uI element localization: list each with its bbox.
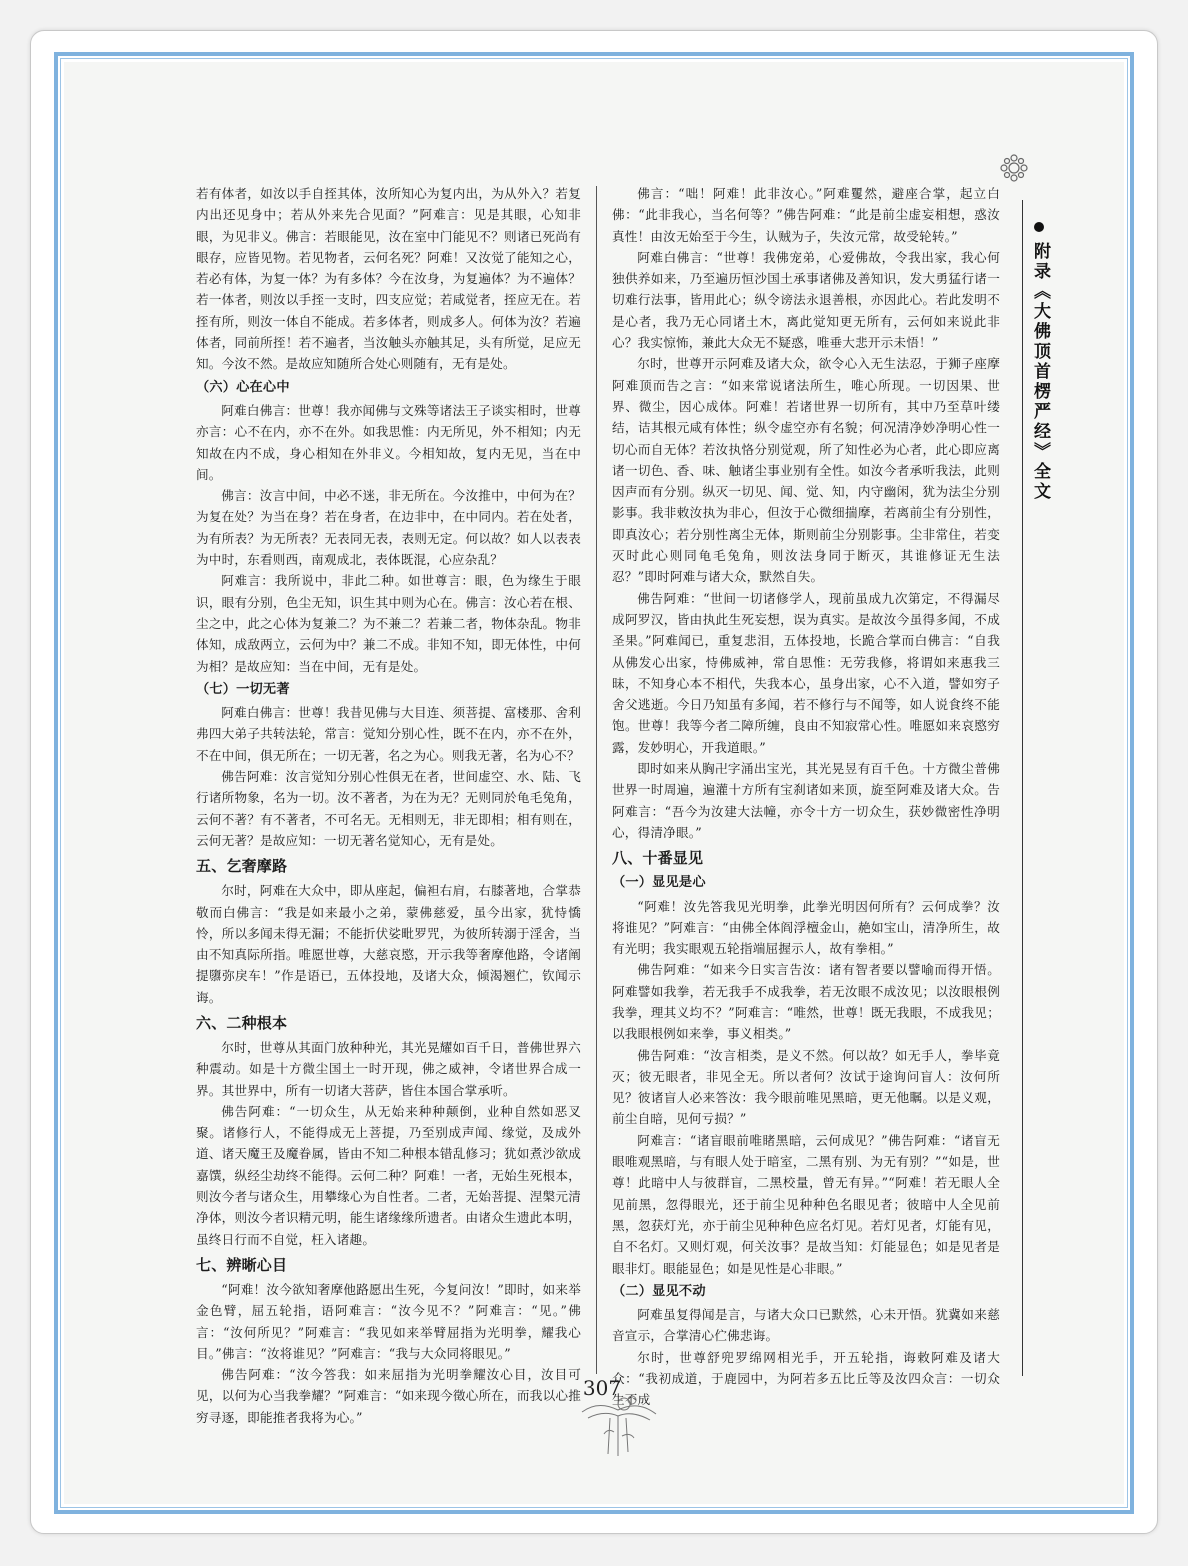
paragraph: 即时如来从胸卍字涌出宝光，其光晃昱有百千色。十方微尘普佛世界一时周遍，遍灌十方所有宝刹诸如来顶，旋至阿难及诸大众。告阿难言：“吾今为汝建大法幢，亦令十方一切众生，获妙微密性净明心，得清净眼。” [612,761,1000,840]
paragraph: 阿难白佛言：世尊！我亦闻佛与文殊等诸法王子谈实相时，世尊亦言：心不在内，亦不在外。如我思惟：内无所见，外不相知；内无知故在内不成，身心相知在外非义。今相知故，复内无见，当在中间。 [196,402,581,482]
side-section-label: 附录《大佛顶首楞严经》全文 [1030,242,1050,502]
paragraph: 若有体者，如汝以手自挃其体，汝所知心为复内出，为从外入？若复内出还见身中；若从外来先合见面？”阿难言：见是其眼，心知非眼，为见非义。佛言：若眼能见，汝在室中门能见不？则诸已死尚有眼存，应皆见物。若见物者，云何名死？阿难！又汝觉了能知之心，若必有体，为复一体？为有多体？今在汝身，为复遍体？为不遍体？若一体者，则汝以手挃一支时，四支应觉；若咸觉者，挃应无在。若挃有所，则汝一体自不能成。若多体者，则成多人。何体为汝？若遍体者，同前所挃！若不遍者，当汝触头亦触其足，头有所觉，足应无知。今汝不然。是故应知随所合处心则随有，无有是处。 [196,186,581,372]
paragraph: 佛告阿难：汝言觉知分别心性俱无在者，世间虚空、水、陆、飞行诸所物象，名为一切。汝不著者，为在为无？无则同於龟毛兔角，云何不著？有不著者，不可名无。无相则无，非无即相；相有则在，云何无著？是故应知：一切无著名觉知心，无有是处。 [196,769,581,848]
left-text-column [196,183,581,1428]
paragraph: 阿难言：我所说中，非此二种。如世尊言：眼，色为缘生于眼识，眼有分别，色尘无知，识生其中则为心在。佛言：汝心若在根、尘之中，此之心体为复兼二？为不兼二？若兼二者，物体杂乱。物非体知，成敌两立，云何为中？兼二不成。非知不知，即无体性，中何为相？是故应知：当在中间，无有是处。 [196,573,581,674]
paragraph: 佛告阿难：“一切众生，从无始来种种颠倒，业种自然如恶叉聚。诸修行人，不能得成无上菩提，乃至别成声闻、缘觉，及成外道、诸天魔王及魔眷属，皆由不知二种根本错乱修习；犹如煮沙欲成嘉馔，纵经尘劫终不能得。云何二种？阿难！一者，无始生死根本，则汝今者与诸众生，用攀缘心为自性者。二者，无始菩提、涅槃元清净体，则汝今者识精元明，能生诸缘缘所遗者。由诸众生遗此本明，虽终日行而不自觉，枉入诸趣。 [196,1103,581,1247]
flower-vase-ornament-icon [578,1392,660,1458]
column-divider [596,186,597,1374]
subsection-heading: （一）显见是心 [612,875,706,891]
paragraph: “阿难！汝今欲知奢摩他路愿出生死，今复问汝！”即时，如来举金色臂，屈五轮指，语阿难言：“汝今见不？”阿难言：“见。”佛言：“汝何所见？”阿难言：“我见如来举臂屈指为光明拳，耀我心目。”佛言：“汝将谁见？”阿难言：“我与大众同将眼见。” [196,1281,581,1361]
right-text-column [612,183,1000,1411]
page-number: 307 [582,1376,622,1400]
paragraph: 佛言：“咄！阿难！此非汝心。”阿难矍然，避座合掌，起立白佛：“此非我心，当名何等？”佛告阿难：“此是前尘虚妄相想，惑汝真性！由汝无始至于今生，认贼为子，失汝元常，故受轮转。” [612,186,1000,244]
subsection-heading: （二）显见不动 [612,1283,706,1299]
side-rail-line [1022,200,1023,1376]
paragraph: 佛告阿难：“汝今答我：如来屈指为光明拳耀汝心目，汝目可见，以何为心当我拳耀？”阿难言：“如来现今徵心所在，而我以心推穷寻逐，即能推者我将为心。” [196,1367,581,1425]
paragraph: 尔时，世尊从其面门放种种光，其光晃耀如百千日，普佛世界六种震动。如是十方微尘国土一时开现，佛之威神，令诸世界合成一界。其世界中，所有一切诸大菩萨，皆住本国合掌承听。 [196,1039,581,1098]
paragraph: 佛言：汝言中间，中必不迷，非无所在。今汝推中，中何为在？为复在处？为当在身？若在身者，在边非中，在中同内。若在处者，为有所表？为无所表？无表同无表，表则无定。何以故？如人以表表为中时，东看则西，南观成北，表体既混，心应杂乱？ [196,488,581,568]
paragraph: 阿难虽复得闻是言，与诸大众口已默然，心未开悟。犹冀如来慈音宣示，合掌清心伫佛悲诲。 [612,1307,1000,1344]
paragraph: 尔时，世尊开示阿难及诸大众，欲令心入无生法忍，于狮子座摩阿难顶而告之言：“如来常说诸法所生，唯心所现。一切因果、世界、微尘，因心成体。阿难！若诸世界一切所有，其中乃至草叶缕结，诘其根元咸有体性；纵令虚空亦有名貌；何况清净妙净明心性一切心而自无体？若汝执恪分别觉观，所了知性必为心者，此心即应离诸一切色、香、味、触诸尘事业别有全性。如汝今者承听我法，此则因声而有分别。纵灭一切见、闻、觉、知，内守幽闲，犹为法尘分别影事。我非敕汝执为非心，但汝于心微细揣摩，若离前尘有分别性，即真汝心；若分别性离尘无体，斯则前尘分别影事。尘非常住，若变灭时此心则同龟毛兔角，则汝法身同于断灭，其谁修证无生法忍？”即时阿难与诸大众，默然自失。 [612,356,1000,585]
paragraph: 佛告阿难：“汝言相类，是义不然。何以故？如无手人，拳毕竟灭；彼无眼者，非见全无。所以者何？汝试于途询问盲人：汝何所见？彼诸盲人必来答汝：我今眼前唯见黑暗，更无他瞩。以是义观，前尘自暗，见何亏损？” [612,1047,1000,1127]
paragraph: “阿难！汝先答我见光明拳，此拳光明因何所有？云何成拳？汝将谁见？”阿难言：“由佛全体阎浮檀金山，赩如宝山，清净所生，故有光明；我实眼观五轮指端屈握示人，故有拳相。” [612,898,1000,957]
bullet-dot-icon [1034,222,1044,232]
paragraph: 阿难白佛言：“世尊！我佛宠弟，心爱佛故，令我出家，我心何独供养如来，乃至遍历恒沙国土承事诸佛及善知识，发大勇猛行诸一切难行法事，皆用此心；纵令谤法永退善根，亦因此心。若此发明不是心者，我乃无心同诸土木，离此觉知更无所有，云何如来说此非心？我实惊怖，兼此大众无不疑惑，唯垂大悲开示未悟！” [612,249,1000,351]
subsection-heading: （六）心在心中 [196,379,290,395]
section-heading: 七、辨晰心目 [196,1255,288,1274]
paragraph: 佛告阿难：“世间一切诸修学人，现前虽成九次第定，不得漏尽成阿罗汉，皆由执此生死妄想，误为真实。是故汝今虽得多闻，不成圣果。”阿难闻已，重复悲泪，五体投地，长跪合掌而白佛言：“自我从佛发心出家，恃佛威神，常自思惟：无劳我修，将谓如来惠我三昧，不知身心本不相代，失我本心，虽身出家，心不入道，譬如穷子舍父逃逝。今日乃知虽有多闻，若不修行与不闻等，如人说食终不能饱。世尊！我等今者二障所缠，良由不知寂常心性。唯愿如来哀愍穷露，发妙明心，开我道眼。” [612,590,1000,755]
flower-ornament-icon [996,150,1032,186]
paragraph: 阿难白佛言：世尊！我昔见佛与大目连、须菩提、富楼那、舍利弗四大弟子共转法轮，常言：觉知分别心性，既不在内，亦不在外，不在中间，俱无所在；一切无著，名之为心。则我无著，名为心不？ [196,705,581,763]
paragraph: 佛告阿难：“如来今日实言告汝：诸有智者要以譬喻而得开悟。阿难譬如我拳，若无我手不成我拳，若无汝眼不成汝见；以汝眼根例我拳，理其义均不？”阿难言：“唯然，世尊！既无我眼，不成我见；以我眼根例如来拳，事义相类。” [612,962,1000,1042]
paragraph: 尔时，阿难在大众中，即从座起，偏袒右肩，右膝著地，合掌恭敬而白佛言：“我是如来最小之弟，蒙佛慈爱，虽今出家，犹恃憍怜，所以多闻未得无漏；不能折伏娑毗罗咒，为彼所转溺于淫舍，当由不知真际所指。唯愿世尊，大慈哀愍，开示我等奢摩他路，令诸阐提隳弥戾车！”作是语已，五体投地，及诸大众，倾渴翘伫，钦闻示诲。 [196,883,581,1005]
paragraph: 尔时，世尊舒兜罗绵网相光手，开五轮指，诲敕阿难及诸大众：“我初成道，于鹿园中，为阿若多五比丘等及汝四众言：一切众生不成 [612,1349,1000,1408]
section-heading: 六、二种根本 [196,1013,288,1032]
paragraph: 阿难言：“诸盲眼前唯睹黑暗，云何成见？”佛告阿难：“诸盲无眼唯观黑暗，与有眼人处于暗室，二黑有别、为无有别？”“如是，世尊！此暗中人与彼群盲，二黑校量，曾无有异。”“阿难！若无眼人全见前黑，忽得眼光，还于前尘见种种色名眼见者；彼暗中人全见前黑，忽获灯光，亦于前尘见种种色应名灯见。若灯见者，灯能有见，自不名灯。又则灯观，何关汝事？是故当知：灯能显色；如是见者是眼非灯。眼能显色；如是见性是心非眼。” [612,1132,1000,1276]
section-heading: 五、乞奢摩路 [196,857,288,876]
subsection-heading: （七）一切无著 [196,681,290,697]
section-heading: 八、十番显见 [612,849,704,868]
